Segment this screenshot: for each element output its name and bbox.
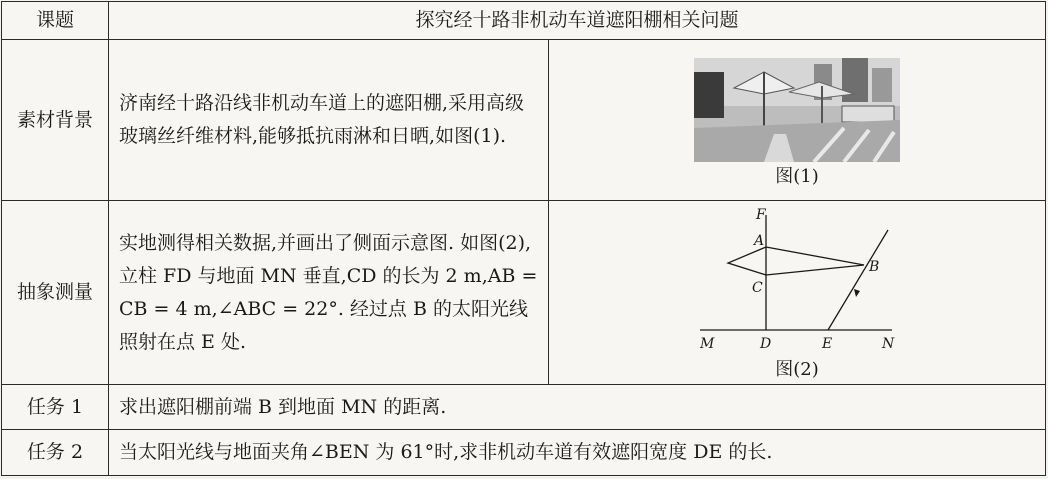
geometry-diagram-svg — [692, 205, 902, 355]
point-label-f: F — [756, 206, 766, 223]
figure-1-caption: 图(1) — [775, 166, 819, 188]
figure-2-cell — [549, 201, 1046, 385]
point-label-a: A — [754, 232, 765, 249]
header-row — [2, 2, 1046, 40]
canopy-left — [728, 247, 766, 275]
problem-table — [1, 1, 1046, 476]
task1-text: 求出遮阳棚前端 B 到地面 MN 的距离. — [109, 385, 1046, 429]
task2-row — [2, 429, 1046, 475]
task1-label: 任务 1 — [2, 385, 109, 429]
sun-ray-be — [828, 230, 888, 330]
header-topic-title: 探究经十路非机动车道遮阳棚相关问题 — [109, 2, 1046, 40]
measure-text: 实地测得相关数据,并画出了侧面示意图. 如图(2),立柱 FD 与地面 MN 垂直,CD 的长为 2 m,AB = CB = 4 m,∠ABC = 22°. 经过点 B 的太阳光线照射在点 E 处. — [109, 201, 549, 385]
sunshade-photo — [694, 58, 900, 162]
segment-cb — [766, 265, 864, 275]
point-label-n: N — [882, 335, 895, 352]
segment-ab — [766, 247, 864, 265]
measure-label: 抽象测量 — [2, 201, 109, 385]
geometry-diagram — [692, 205, 902, 355]
figure-1-cell — [549, 40, 1046, 201]
material-row — [2, 40, 1046, 201]
task1-row — [2, 385, 1046, 429]
figure-2-caption: 图(2) — [775, 358, 819, 380]
task2-label: 任务 2 — [2, 429, 109, 475]
point-label-e: E — [822, 335, 833, 352]
material-text: 济南经十路沿线非机动车道上的遮阳棚,采用高级玻璃丝纤维材料,能够抵抗雨淋和日晒,如图(1). — [109, 40, 549, 201]
point-label-b: B — [869, 258, 880, 275]
measure-row — [2, 201, 1046, 385]
point-label-c: C — [752, 279, 763, 296]
header-topic-label: 课题 — [2, 2, 109, 40]
point-label-d: D — [760, 335, 772, 352]
material-label: 素材背景 — [2, 40, 109, 201]
sunshade-photo-image — [694, 58, 900, 162]
ray-arrow-icon — [854, 289, 860, 297]
point-label-m: M — [700, 335, 715, 352]
task2-text: 当太阳光线与地面夹角∠BEN 为 61°时,求非机动车道有效遮阳宽度 DE 的长. — [109, 429, 1046, 475]
